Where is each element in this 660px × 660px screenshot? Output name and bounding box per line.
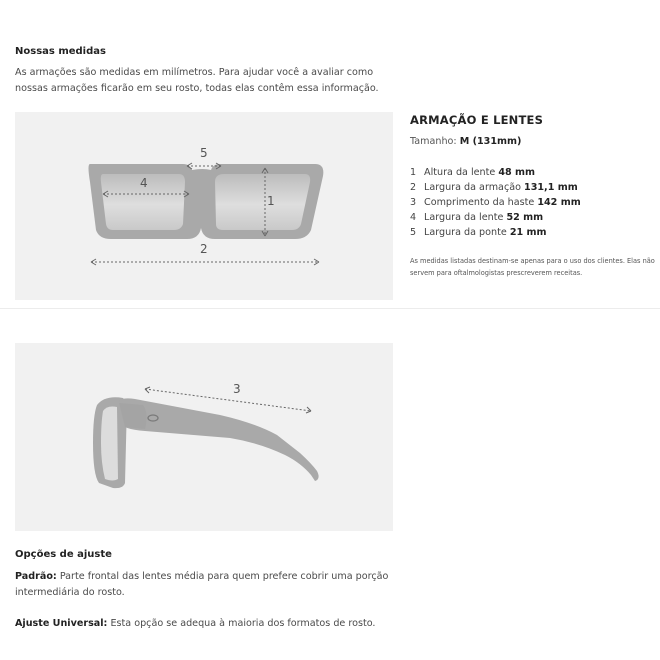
specs-list bbox=[410, 165, 581, 240]
size-line bbox=[410, 136, 521, 147]
spec-item: 5 Largura da ponte 21 mm bbox=[410, 227, 547, 238]
front-view-panel bbox=[15, 112, 393, 300]
measures-title: Nossas medidas bbox=[15, 46, 106, 57]
front-view-diagram bbox=[15, 112, 393, 300]
right-lens bbox=[215, 174, 310, 230]
temple-length-label: 3 bbox=[233, 382, 241, 396]
size-label: Tamanho: bbox=[410, 136, 457, 147]
side-lens bbox=[101, 407, 118, 481]
section-divider bbox=[0, 308, 660, 309]
size-value: M (131mm) bbox=[459, 136, 522, 147]
spec-item: 4 Largura da lente 52 mm bbox=[410, 212, 544, 223]
bridge-width-label: 5 bbox=[200, 146, 208, 160]
side-view-panel bbox=[15, 343, 393, 531]
fit-option-universal: Ajuste Universal: Esta opção se adequa à maioria dos formatos de rosto. bbox=[15, 618, 376, 629]
spec-item: 2 Largura da armação 131,1 mm bbox=[410, 182, 578, 193]
fit-title: Opções de ajuste bbox=[15, 549, 112, 560]
lens-width-label: 4 bbox=[140, 176, 148, 190]
spec-item: 3 Comprimento da haste 142 mm bbox=[410, 197, 581, 208]
lens-height-label: 1 bbox=[267, 194, 275, 208]
frame-width-label: 2 bbox=[200, 242, 208, 256]
measures-intro: As armações são medidas em milímetros. Para ajudar você a avaliar como nossas armações ficarão em seu rosto, todas elas contêm essa informação. bbox=[15, 67, 379, 94]
fit-option-standard: Padrão: Parte frontal das lentes média para quem prefere cobrir uma porção intermediária do rosto. bbox=[15, 571, 389, 598]
side-temple-arm bbox=[119, 398, 319, 481]
spec-item: 1 Altura da lente 48 mm bbox=[410, 167, 536, 178]
specs-title: ARMAÇÃO E LENTES bbox=[410, 113, 544, 127]
specs-note: As medidas listadas destinam-se apenas para o uso dos clientes. Elas não servem para oftalmologistas prescreverem receitas. bbox=[410, 257, 655, 277]
side-view-diagram bbox=[15, 343, 393, 531]
